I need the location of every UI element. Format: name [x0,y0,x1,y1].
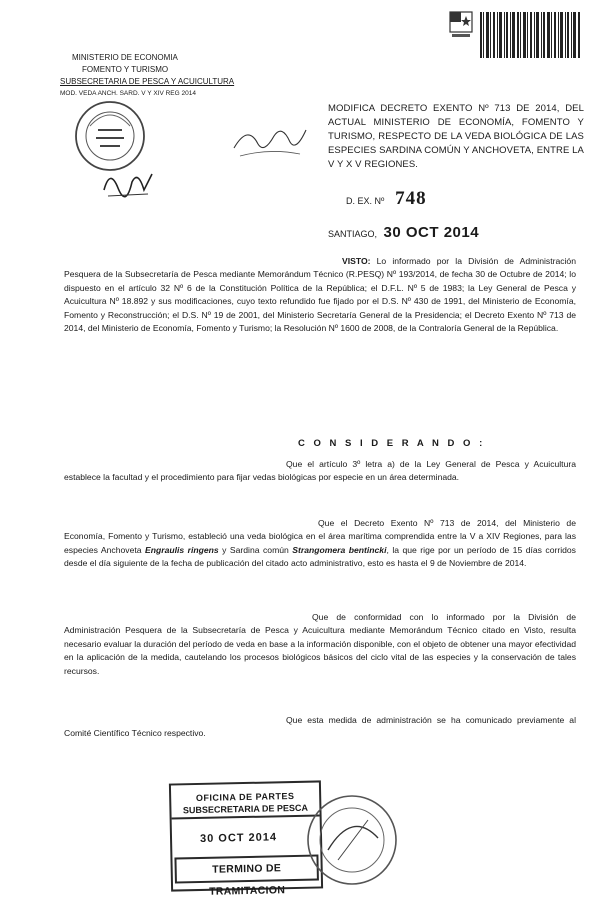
considerando-4: Que esta medida de administración se ha comunicado previamente al Comité Científico Técnico respectivo. [64,715,576,739]
visto-text: Lo informado por la División de Administración Pesquera de la Subsecretaría de Pesca mediante Memorándum Técnico (R.PESQ) Nº 193/2014, de fecha 30 de Octubre de 2014; lo dispuesto en el artículo 32 Nº 6 de la Constitución Política de la República; el D.F.L. Nº 5 de 1983; la Ley General de Pesca y Acuicultura Nº 18.892 y sus modificaciones, cuyo texto refundido fue fijado por el D.S. Nº 430 de 1991, del Ministerio de Economía, Fomento y Reconstrucción; el D.S. Nº 19 de 2001, del Ministerio Secretaría General de la Presidencia; el Decreto Exento Nº 713 de 2014, del Ministerio de Economía, Fomento y Turismo; la Resolución Nº 1600 de 2008, de la Contraloría General de la República. [64,256,576,334]
barcode-icon [480,12,580,60]
decree-number: 748 [395,188,427,209]
considerando-2-text-b: y Sardina común [218,544,293,555]
considerando-3: Que de conformidad con lo informado por la División de Administración Pesquera de la Subsecretaría de Pesca y Acuicultura mediante Memorándum Técnico citado en Visto, resulta necesario evaluar la duración del período de veda en base a la información disponible, con el objeto de obtener una mayor efectividad en la aplicación de la medida, cautelando los procesos biológicos básicos del ciclo vital de las especies y la conservación de tales recursos. [64,612,576,676]
decree-subject: MODIFICA DECRETO EXENTO Nº 713 DE 2014, DEL ACTUAL MINISTERIO DE ECONOMÍA, FOMENTO Y TURISMO, RESPECTO DE LA VEDA BIOLÓGICA DE LAS ESPECIES SARDINA COMÚN Y ANCHOVETA, ENTRE LA V Y X V REGIONES. [328,103,584,170]
header-subsecretaria: SUBSECRETARIA DE PESCA Y ACUICULTURA [60,77,235,86]
considerando-2 [64,517,576,571]
considerando-2-text-a: Que el Decreto Exento Nº 713 de 2014, del Ministerio de Economía, Fomento y Turismo, estableció una veda biológica en el área marítima comprendida entre la V a XIV Regiones, para las especies Anchoveta [64,518,576,555]
decree-date: 30 OCT 2014 [383,224,480,241]
decree-number-label: D. EX. Nº [346,196,385,206]
species-name-anchoveta: Engraulis ringens [145,544,219,555]
decree-number-line [346,188,427,210]
visto-paragraph [64,255,576,335]
stamp-status: TERMINO DE TRAMITACION [174,854,319,883]
place-label: SANTIAGO, [328,229,378,239]
header-reference: MOD. VEDA ANCH. SARD. V Y XIV REG 2014 [60,90,196,97]
ministry-header [60,52,260,100]
stamp-office-label: OFICINA DE PARTES [195,790,295,804]
considerando-1: Que el artículo 3º letra a) de la Ley General de Pesca y Acuicultura establece la facultad y el procedimiento para fijar vedas biológicas por especie en un área determinada. [64,459,576,483]
place-date-line [328,224,479,241]
considerando-heading: C O N S I D E R A N D O : [298,438,486,449]
header-ministry: MINISTERIO DE ECONOMIA [72,53,178,62]
stamp-subsecretaria-label: SUBSECRETARIA DE PESCA [171,802,319,819]
species-name-sardina: Strangomera bentincki [292,544,387,555]
header-fomento: FOMENTO Y TURISMO [82,65,169,74]
visto-heading: VISTO: [342,256,371,266]
handwritten-signature [230,118,310,162]
stamp-date: 30 OCT 2014 [199,831,278,845]
government-seal-icon [446,10,476,42]
oficina-partes-stamp [169,780,323,898]
handwritten-initials [98,160,158,202]
round-official-stamp [302,790,402,890]
considerando-2-text-c: , la que rige por un período de 15 días corridos desde el día siguiente de la fecha de publicación del citado acto administrativo, esto es hasta el 9 de Noviembre de 2014. [64,544,576,569]
